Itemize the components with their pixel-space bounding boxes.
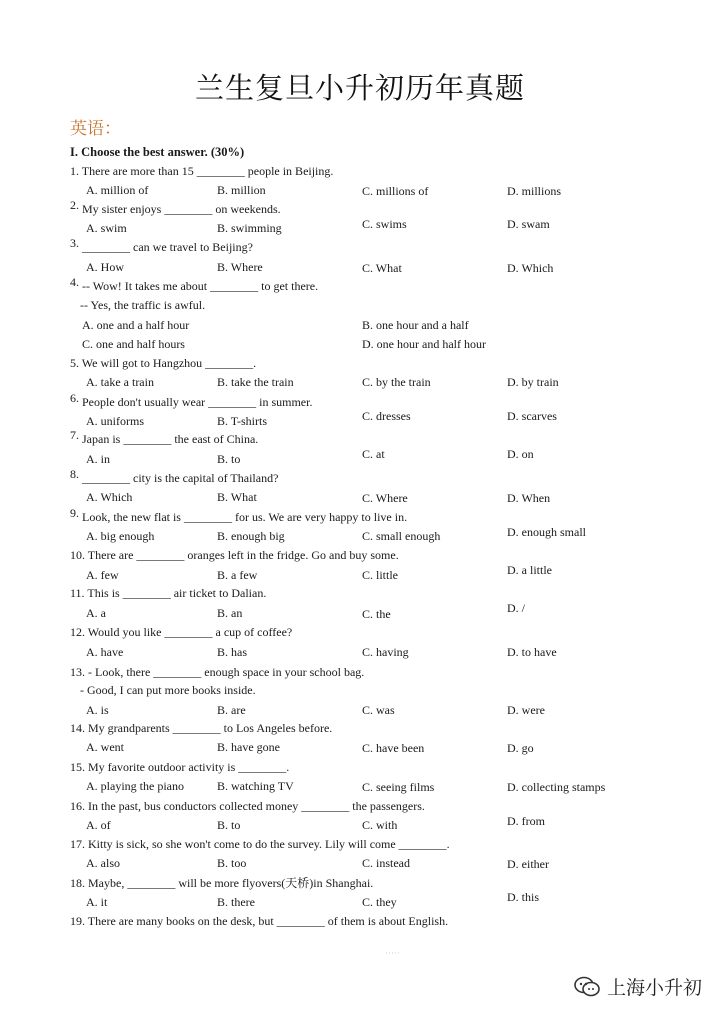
option-a: A. big enough bbox=[86, 529, 155, 543]
question-stem: There are ________ oranges left in the fridge. Go and buy some. bbox=[87, 548, 399, 562]
question-number: 3. bbox=[70, 236, 79, 250]
question-3 bbox=[70, 236, 253, 255]
option-d: D. by train bbox=[507, 375, 559, 389]
option-a: A. have bbox=[86, 645, 124, 659]
option-b: B. one hour and a half bbox=[362, 318, 469, 332]
question-18 bbox=[70, 876, 373, 891]
option-c: C. they bbox=[362, 895, 397, 909]
option-c: C. millions of bbox=[362, 184, 429, 198]
question-number: 6. bbox=[70, 391, 79, 405]
option-c: C. having bbox=[362, 645, 409, 659]
option-d: D. scarves bbox=[507, 409, 557, 423]
option-b: B. are bbox=[217, 703, 246, 717]
option-b: B. watching TV bbox=[217, 779, 294, 793]
option-d: D. When bbox=[507, 491, 551, 505]
question-stem: Japan is ________ the east of China. bbox=[82, 432, 259, 446]
option-d: D. collecting stamps bbox=[507, 780, 606, 794]
option-a: A. few bbox=[86, 568, 119, 582]
option-d: D. on bbox=[507, 447, 534, 461]
option-d: D. either bbox=[507, 857, 549, 871]
option-c: C. dresses bbox=[362, 409, 411, 423]
question-stem: My grandparents ________ to Los Angeles before. bbox=[88, 721, 333, 735]
option-a: A. million of bbox=[86, 183, 149, 197]
option-d: D. to have bbox=[507, 645, 557, 659]
question-stem: Look, the new flat is ________ for us. We are very happy to live in. bbox=[82, 510, 408, 524]
option-b: B. there bbox=[217, 895, 255, 909]
question-stem: -- Wow! It takes me about ________ to get there. bbox=[82, 279, 319, 293]
question-number: 17. bbox=[70, 837, 85, 851]
question-stem: There are more than 15 ________ people in Beijing. bbox=[81, 164, 334, 178]
question-1 bbox=[70, 164, 333, 179]
question-14 bbox=[70, 721, 332, 736]
option-c: C. What bbox=[362, 261, 402, 275]
page-title: 兰生复旦小升初历年真题 bbox=[194, 71, 525, 105]
option-d: D. were bbox=[507, 703, 545, 717]
question-12 bbox=[70, 625, 292, 640]
question-number: 19. bbox=[70, 914, 85, 928]
option-a: A. uniforms bbox=[86, 414, 144, 428]
option-d: D. from bbox=[507, 814, 545, 828]
question-15 bbox=[70, 760, 289, 775]
option-b: B. an bbox=[217, 606, 243, 620]
option-d: D. one hour and half hour bbox=[362, 337, 486, 351]
option-b: B. swimming bbox=[217, 221, 282, 235]
option-b: B. Where bbox=[217, 260, 263, 274]
question-stem: We will got to Hangzhou ________. bbox=[81, 356, 257, 370]
option-a: A. How bbox=[86, 260, 124, 274]
watermark-text: 上海小升初 bbox=[607, 977, 703, 999]
option-a: A. one and a half hour bbox=[82, 318, 190, 332]
question-8 bbox=[70, 467, 279, 486]
option-d: D. a little bbox=[507, 563, 552, 577]
question-6 bbox=[70, 391, 313, 410]
question-10 bbox=[70, 548, 399, 563]
question-stem: In the past, bus conductors collected money ________ the passengers. bbox=[88, 799, 425, 813]
question-number: 2. bbox=[70, 198, 79, 212]
question-number: 13. bbox=[70, 665, 85, 679]
option-b: B. have gone bbox=[217, 740, 280, 754]
option-b: B. has bbox=[217, 645, 247, 659]
option-a: A. Which bbox=[86, 490, 133, 504]
option-d: D. Which bbox=[507, 261, 554, 275]
option-a: A. went bbox=[86, 740, 124, 754]
question-number: 1. bbox=[70, 164, 79, 178]
option-a: A. take a train bbox=[86, 375, 154, 389]
subject-label: 英语： bbox=[70, 119, 121, 139]
question-stem: Kitty is sick, so she won't come to do the survey. Lily will come ________. bbox=[88, 837, 450, 851]
question-stem: My sister enjoys ________ on weekends. bbox=[82, 202, 281, 216]
option-b: B. T-shirts bbox=[217, 414, 268, 428]
option-b: B. million bbox=[217, 183, 266, 197]
option-a: A. it bbox=[86, 895, 108, 909]
question-stem: - Look, there ________ enough space in your school bag. bbox=[88, 665, 365, 679]
option-b: B. to bbox=[217, 452, 241, 466]
option-c: C. instead bbox=[362, 856, 410, 870]
question-13 bbox=[70, 665, 364, 680]
option-b: B. enough big bbox=[217, 529, 285, 543]
option-d: D. this bbox=[507, 890, 540, 904]
question-stem: ________ can we travel to Beijing? bbox=[82, 240, 253, 254]
question-number: 9. bbox=[70, 506, 79, 520]
option-b: B. take the train bbox=[217, 375, 294, 389]
question-5 bbox=[70, 356, 256, 371]
option-d: D. go bbox=[507, 741, 534, 755]
question-9 bbox=[70, 506, 408, 525]
option-b: B. to bbox=[217, 818, 241, 832]
option-c: C. small enough bbox=[362, 529, 441, 543]
option-d: D. enough small bbox=[507, 525, 586, 539]
question-stem-line2: -- Yes, the traffic is awful. bbox=[80, 298, 206, 312]
question-number: 15. bbox=[70, 760, 85, 774]
option-c: C. at bbox=[362, 447, 385, 461]
section-heading: I. Choose the best answer. (30%) bbox=[70, 145, 245, 159]
question-17 bbox=[70, 837, 450, 852]
option-a: A. swim bbox=[86, 221, 127, 235]
option-a: A. also bbox=[86, 856, 120, 870]
option-d: D. millions bbox=[507, 184, 562, 198]
question-number: 10. bbox=[70, 548, 85, 562]
option-a: A. of bbox=[86, 818, 111, 832]
question-stem: Would you like ________ a cup of coffee? bbox=[87, 625, 293, 639]
question-7 bbox=[70, 428, 259, 447]
option-d: D. / bbox=[507, 601, 525, 615]
question-number: 8. bbox=[70, 467, 79, 481]
question-number: 7. bbox=[70, 428, 79, 442]
question-number: 5. bbox=[70, 356, 79, 370]
question-11 bbox=[70, 586, 266, 601]
question-number: 4. bbox=[70, 275, 79, 289]
option-c: C. little bbox=[362, 568, 398, 582]
question-stem: There are many books on the desk, but ________ of them is about English. bbox=[87, 914, 449, 928]
option-c: C. Where bbox=[362, 491, 408, 505]
option-c: C. was bbox=[362, 703, 395, 717]
question-19 bbox=[70, 914, 448, 929]
wechat-icon bbox=[573, 975, 601, 999]
option-c: C. the bbox=[362, 607, 391, 621]
question-number: 12. bbox=[70, 625, 85, 639]
question-stem: ________ city is the capital of Thailand? bbox=[82, 471, 279, 485]
option-c: C. swims bbox=[362, 217, 407, 231]
question-16 bbox=[70, 799, 425, 814]
option-a: A. is bbox=[86, 703, 109, 717]
question-number: 16. bbox=[70, 799, 85, 813]
wechat-watermark bbox=[573, 973, 702, 1000]
question-stem: My favorite outdoor activity is ________. bbox=[88, 760, 290, 774]
option-c: C. seeing films bbox=[362, 780, 435, 794]
question-stem: This is ________ air ticket to Dalian. bbox=[87, 586, 267, 600]
question-2 bbox=[70, 198, 281, 217]
option-a: A. playing the piano bbox=[86, 779, 184, 793]
option-c: C. by the train bbox=[362, 375, 431, 389]
option-a: A. in bbox=[86, 452, 110, 466]
question-number: 14. bbox=[70, 721, 85, 735]
option-c: C. with bbox=[362, 818, 398, 832]
question-4 bbox=[70, 275, 319, 294]
option-b: B. What bbox=[217, 490, 257, 504]
option-b: B. a few bbox=[217, 568, 258, 582]
question-number: 11. bbox=[70, 586, 85, 600]
option-c: C. one and half hours bbox=[82, 337, 185, 351]
option-a: A. a bbox=[86, 606, 106, 620]
question-number: 18. bbox=[70, 876, 85, 890]
question-stem: People don't usually wear ________ in summer. bbox=[82, 395, 313, 409]
option-d: D. swam bbox=[507, 217, 550, 231]
faint-mark: ····· bbox=[385, 948, 400, 958]
option-c: C. have been bbox=[362, 741, 425, 755]
question-stem-line2: - Good, I can put more books inside. bbox=[80, 683, 256, 697]
question-stem: Maybe, ________ will be more flyovers(天桥)in Shanghai. bbox=[88, 876, 374, 890]
option-b: B. too bbox=[217, 856, 247, 870]
